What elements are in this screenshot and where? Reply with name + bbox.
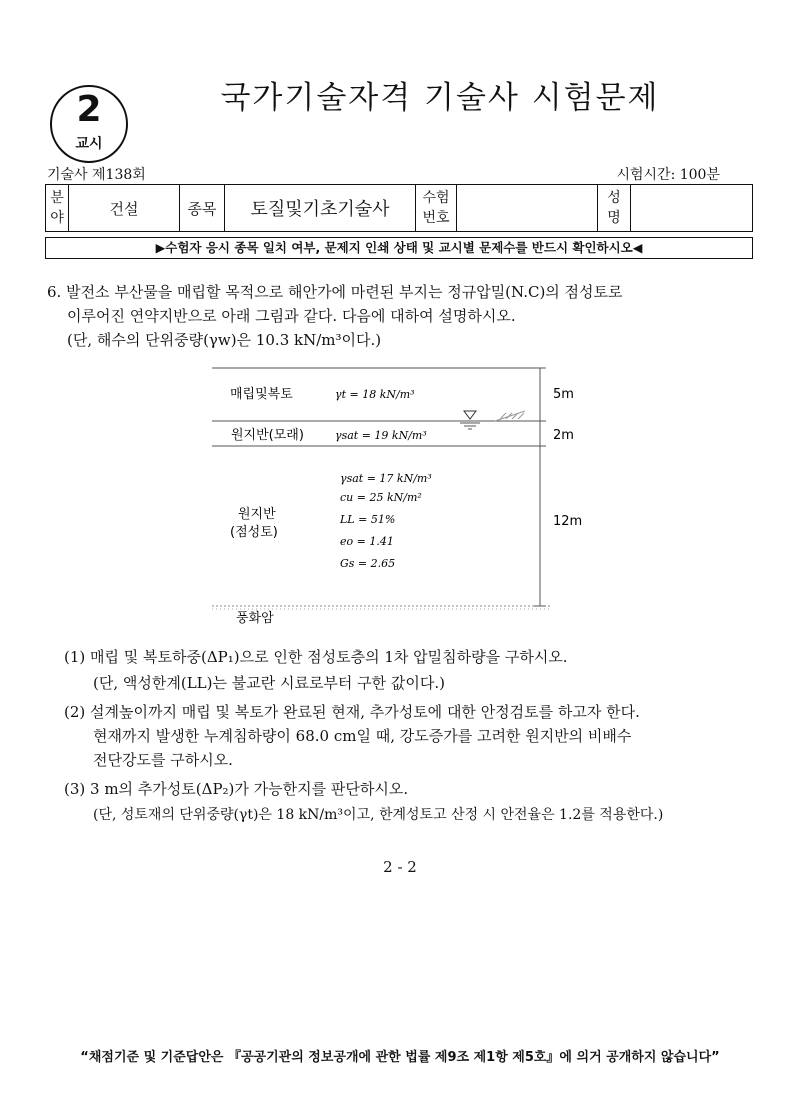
disclosure-footer: “채점기준 및 기준답안은 『공공기관의 정보공개에 관한 법률 제9조 제1항 제5호』에 의거 공개하지 않습니다”: [80, 1050, 720, 1065]
layer1-name: 매립및복토: [230, 387, 293, 402]
layer3-value-4: Gs = 2.65: [340, 557, 396, 570]
exam-number-field[interactable]: [457, 185, 598, 232]
layer3-thickness: 12m: [553, 514, 583, 529]
subq-1b: (단, 액성한계(LL)는 불교란 시료로부터 구한 값이다.): [93, 674, 446, 692]
question-line-3: (단, 해수의 단위중량(γw)은 10.3 kN/m³이다.): [67, 331, 382, 349]
soil-profile-figure: [0, 355, 800, 630]
slope-hatch: [495, 411, 525, 421]
exam-time: 시험시간: 100분: [616, 167, 720, 183]
name-label: 성 명: [598, 185, 631, 232]
subq-3a: (3) 3 m의 추가성토(ΔP₂)가 가능한지를 판단하시오.: [64, 780, 409, 798]
subq-3b: (단, 성토재의 단위중량(γt)은 18 kN/m³이고, 한계성토고 산정 시 안전율은 1.2를 적용한다.): [93, 807, 664, 823]
page-number: 2 - 2: [383, 858, 417, 876]
question-line-1: 6. 발전소 부산물을 매립할 목적으로 해안가에 마련된 부지는 정규압밀(N.C)의 점성토로: [47, 283, 623, 301]
category-label: 종목: [180, 185, 225, 232]
layer3-value-1: cu = 25 kN/m²: [340, 491, 422, 504]
subq-2c: 전단강도를 구하시오.: [93, 751, 233, 769]
layer3-name-1: 원지반: [238, 507, 276, 522]
question-line-2: 이루어진 연약지반으로 아래 그림과 같다. 다음에 대하여 설명하시오.: [67, 307, 516, 325]
subq-2a: (2) 설계높이까지 매립 및 복토가 완료된 현재, 추가성토에 대한 안정검토를 하고자 한다.: [64, 703, 640, 721]
page-title: 국가기술자격 기술사 시험문제: [220, 80, 660, 116]
exam-round: 기술사 제138회: [47, 167, 146, 183]
water-level-icon: [464, 411, 476, 419]
layer3-name-2: (점성토): [230, 525, 278, 540]
field-value: 건설: [69, 185, 180, 232]
layer3-value-2: LL = 51%: [340, 513, 396, 526]
session-label: 교시: [75, 136, 103, 152]
base-layer-name: 풍화암: [236, 611, 274, 626]
name-field[interactable]: [631, 185, 753, 232]
layer2-name: 원지반(모래): [231, 428, 304, 443]
layer2-value: γsat = 19 kN/m³: [335, 429, 427, 442]
layer1-value: γt = 18 kN/m³: [335, 388, 415, 401]
field-label: 분 야: [46, 185, 69, 232]
layer1-thickness: 5m: [553, 387, 574, 402]
layer2-thickness: 2m: [553, 428, 574, 443]
subq-1a: (1) 매립 및 복토하중(ΔP₁)으로 인한 점성토층의 1차 압밀침하량을 구하시오.: [64, 648, 568, 666]
category-value: 토질및기초기술사: [225, 185, 416, 232]
session-badge: [50, 85, 128, 163]
layer3-value-0: γsat = 17 kN/m³: [340, 472, 432, 485]
session-number: 2: [76, 89, 102, 130]
layer3-value-3: eo = 1.41: [340, 535, 394, 548]
subq-2b: 현재까지 발생한 누계침하량이 68.0 cm일 때, 강도증가를 고려한 원지반의 비배수: [93, 727, 632, 745]
notice-banner: ▶수험자 응시 종목 일치 여부, 문제지 인쇄 상태 및 교시별 문제수를 반드시 확인하시오◀: [45, 237, 753, 259]
exam-number-label: 수험 번호: [416, 185, 457, 232]
exam-info-table: [45, 184, 753, 232]
